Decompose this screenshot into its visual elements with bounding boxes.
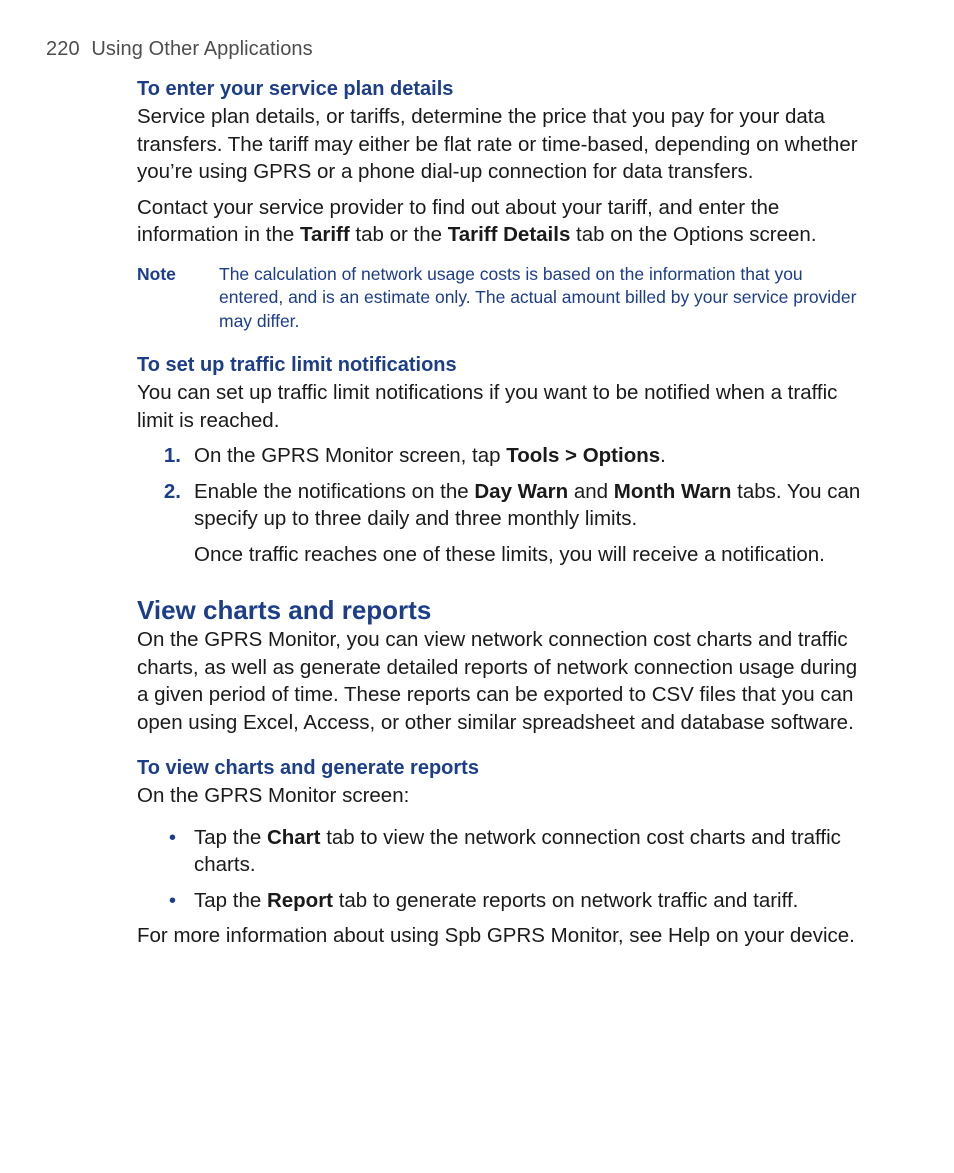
charts-intro: On the GPRS Monitor, you can view network connection cost charts and traffic charts, as well as generate detailed reports of network connection usage during a given period of time. These reports can be exported to CSV files that you can open using Excel, Access, or other similar spreadsheet and database software.	[137, 628, 858, 734]
bullet-item-report	[137, 887, 867, 915]
step-1-text	[194, 442, 867, 470]
step-2-followup: Once traffic reaches one of these limits, you will receive a notification.	[194, 542, 825, 566]
service-plan-paragraph: Service plan details, or tariffs, determine the price that you pay for your data transfers. The tariff may either be flat rate or time-based, depending on whether you’re using GPRS or a phone dial-up connection for data transfers.	[137, 105, 858, 183]
tariff-tab-label: Tariff	[299, 223, 350, 246]
bullet-report-text-a: Tap the	[194, 888, 267, 912]
charts-outro: For more information about using Spb GPRS Monitor, see Help on your device.	[137, 924, 855, 947]
bullet-icon: •	[168, 888, 176, 912]
step-1	[137, 442, 867, 470]
bullet-chart-text	[194, 824, 867, 879]
page-number: 220	[46, 38, 80, 60]
note-block	[137, 263, 867, 334]
bullet-icon: •	[168, 825, 176, 849]
page-header	[46, 38, 313, 61]
tariff-text-1: Contact your service provider to find out about your tariff, and enter the information in the	[137, 195, 780, 246]
tariff-paragraph	[137, 194, 867, 249]
bullet-chart-text-c: tab to view the network connection cost charts and traffic charts.	[194, 825, 841, 876]
note-label: Note	[137, 263, 176, 284]
bullet-report-text	[194, 887, 867, 915]
traffic-limit-intro: You can set up traffic limit notifications if you want to be notified when a traffic limit is reached.	[137, 381, 838, 432]
step-2-text-a: Enable the notifications on the	[194, 479, 475, 503]
tools-options-label: Tools > Options	[506, 444, 661, 467]
charts-sub-heading: To view charts and generate reports	[137, 757, 479, 779]
note-text: The calculation of network usage costs is based on the information that you entered, and is an estimate only. The actual amount billed by your service provider may differ.	[219, 263, 857, 331]
chart-tab-label: Chart	[266, 825, 321, 849]
bullet-report-text-c: tab to generate reports on network traffic and tariff.	[333, 888, 799, 912]
tariff-details-tab-label: Tariff Details	[447, 223, 571, 246]
report-tab-label: Report	[266, 888, 334, 912]
charts-section-title: View charts and reports	[137, 595, 432, 625]
bullet-chart-text-a: Tap the	[194, 825, 267, 849]
service-plan-heading: To enter your service plan details	[137, 78, 454, 100]
page-content	[137, 76, 867, 950]
month-warn-label: Month Warn	[613, 479, 732, 503]
charts-lead: On the GPRS Monitor screen:	[137, 784, 410, 807]
day-warn-label: Day Warn	[474, 479, 569, 503]
step-2	[137, 478, 867, 533]
tariff-text-3: tab on the Options screen.	[570, 223, 817, 246]
step-2-text	[194, 478, 867, 533]
section-title: Using Other Applications	[91, 38, 313, 60]
step-1-text-a: On the GPRS Monitor screen, tap	[194, 444, 507, 467]
step-1-number: 1.	[163, 444, 181, 467]
step-1-text-c: .	[660, 444, 666, 467]
tariff-text-2: tab or the	[349, 223, 448, 246]
step-2-text-c: and	[568, 479, 614, 503]
step-2-text-e: tabs. You can specify up to three daily and three monthly limits.	[194, 479, 861, 530]
traffic-limit-heading: To set up traffic limit notifications	[137, 354, 457, 376]
bullet-item-chart	[137, 824, 867, 879]
step-2-number: 2.	[163, 479, 181, 503]
